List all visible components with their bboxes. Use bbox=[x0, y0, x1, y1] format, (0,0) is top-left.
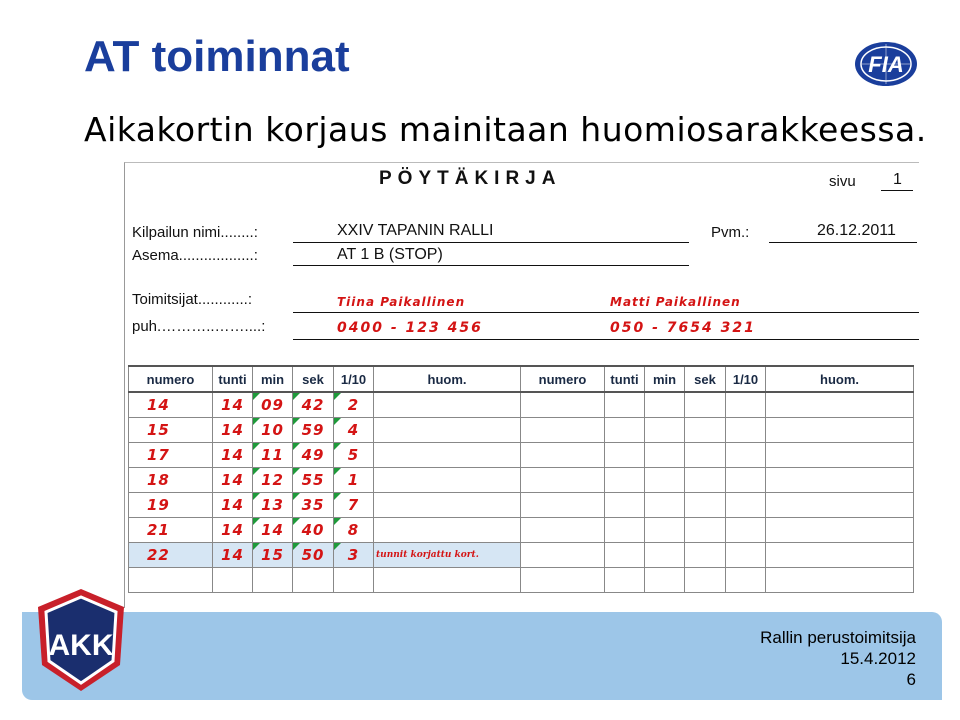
officials-label: Toimitsijat............: bbox=[132, 291, 253, 308]
table-row bbox=[129, 468, 914, 493]
empty-cell bbox=[645, 468, 685, 493]
empty-cell bbox=[645, 418, 685, 443]
empty-cell bbox=[726, 418, 766, 443]
page-number: 1 bbox=[893, 171, 902, 188]
footer-presenter: Rallin perustoimitsija bbox=[760, 628, 916, 647]
empty-cell bbox=[726, 518, 766, 543]
page-underline bbox=[881, 190, 913, 191]
cell-note bbox=[374, 468, 521, 493]
empty-cell bbox=[521, 418, 605, 443]
empty-cell bbox=[766, 392, 914, 418]
cell-numero: 18 bbox=[129, 468, 213, 493]
fia-logo-text: FIA bbox=[868, 52, 904, 77]
empty-cell bbox=[645, 443, 685, 468]
station-label: Asema..................: bbox=[132, 247, 258, 264]
akk-logo bbox=[28, 585, 134, 695]
cell-numero: 22 bbox=[129, 543, 213, 568]
phone-2: 050 - 7654 321 bbox=[610, 320, 756, 336]
cell-tenth: 2 bbox=[334, 392, 374, 418]
station-value: AT 1 B (STOP) bbox=[337, 246, 443, 263]
slide-subtitle: Aikakortin korjaus mainitaan huomiosarakkeessa. bbox=[84, 110, 927, 149]
cell-min: 10 bbox=[253, 418, 293, 443]
cell-min: 12 bbox=[253, 468, 293, 493]
phone-label: puh.………..……....: bbox=[132, 318, 266, 335]
cell-min: 13 bbox=[253, 493, 293, 518]
cell-tunti: 14 bbox=[213, 518, 253, 543]
empty-cell bbox=[605, 468, 645, 493]
footer-page-number: 6 bbox=[906, 670, 916, 689]
table-header-row bbox=[129, 366, 914, 392]
table-row bbox=[129, 443, 914, 468]
empty-cell bbox=[645, 568, 685, 593]
officials-underline bbox=[293, 312, 919, 313]
cell-sek: 35 bbox=[293, 493, 334, 518]
empty-cell bbox=[521, 518, 605, 543]
form-heading: PÖYTÄKIRJA bbox=[379, 168, 562, 189]
header-tenth-2: 1/10 bbox=[726, 366, 766, 392]
empty-cell bbox=[605, 418, 645, 443]
empty-cell bbox=[685, 518, 726, 543]
empty-cell bbox=[766, 568, 914, 593]
empty-cell bbox=[685, 418, 726, 443]
cell-sek: 50 bbox=[293, 543, 334, 568]
page-label: sivu bbox=[829, 173, 856, 190]
empty-cell bbox=[726, 543, 766, 568]
empty-cell bbox=[253, 568, 293, 593]
empty-cell bbox=[645, 493, 685, 518]
cell-tenth: 7 bbox=[334, 493, 374, 518]
table-row-corrected bbox=[129, 543, 914, 568]
cell-tunti: 14 bbox=[213, 392, 253, 418]
cell-tenth: 3 bbox=[334, 543, 374, 568]
cell-sek: 42 bbox=[293, 392, 334, 418]
header-tunti: tunti bbox=[213, 366, 253, 392]
empty-cell bbox=[726, 468, 766, 493]
cell-tenth: 5 bbox=[334, 443, 374, 468]
cell-tunti: 14 bbox=[213, 418, 253, 443]
cell-tunti: 14 bbox=[213, 443, 253, 468]
empty-cell bbox=[605, 493, 645, 518]
empty-cell bbox=[685, 568, 726, 593]
empty-cell bbox=[645, 518, 685, 543]
empty-cell bbox=[521, 468, 605, 493]
table-row bbox=[129, 392, 914, 418]
empty-cell bbox=[521, 493, 605, 518]
header-min: min bbox=[253, 366, 293, 392]
cell-sek: 49 bbox=[293, 443, 334, 468]
empty-cell bbox=[334, 568, 374, 593]
header-tunti-2: tunti bbox=[605, 366, 645, 392]
empty-cell bbox=[685, 543, 726, 568]
empty-cell bbox=[605, 443, 645, 468]
protocol-form bbox=[124, 162, 919, 608]
table-row bbox=[129, 493, 914, 518]
header-sek-2: sek bbox=[685, 366, 726, 392]
table-row-empty bbox=[129, 568, 914, 593]
cell-numero: 21 bbox=[129, 518, 213, 543]
cell-min: 15 bbox=[253, 543, 293, 568]
correction-note: tunnit korjattu kort. bbox=[374, 543, 521, 568]
cell-numero: 19 bbox=[129, 493, 213, 518]
competition-value: XXIV TAPANIN RALLI bbox=[337, 222, 494, 239]
empty-cell bbox=[766, 443, 914, 468]
empty-cell bbox=[605, 568, 645, 593]
empty-cell bbox=[645, 392, 685, 418]
official-2: Matti Paikallinen bbox=[610, 295, 741, 309]
footer-text bbox=[760, 627, 916, 690]
cell-tunti: 14 bbox=[213, 468, 253, 493]
empty-cell bbox=[605, 518, 645, 543]
empty-cell bbox=[293, 568, 334, 593]
empty-cell bbox=[726, 392, 766, 418]
empty-cell bbox=[374, 568, 521, 593]
empty-cell bbox=[726, 493, 766, 518]
empty-cell bbox=[685, 443, 726, 468]
date-underline bbox=[769, 242, 917, 243]
empty-cell bbox=[766, 543, 914, 568]
cell-tunti: 14 bbox=[213, 543, 253, 568]
header-huom-2: huom. bbox=[766, 366, 914, 392]
empty-cell bbox=[766, 493, 914, 518]
cell-tenth: 8 bbox=[334, 518, 374, 543]
cell-note bbox=[374, 518, 521, 543]
cell-note bbox=[374, 443, 521, 468]
cell-numero: 15 bbox=[129, 418, 213, 443]
empty-cell bbox=[766, 518, 914, 543]
cell-sek: 40 bbox=[293, 518, 334, 543]
cell-note bbox=[374, 493, 521, 518]
phone-1: 0400 - 123 456 bbox=[337, 320, 483, 336]
empty-cell bbox=[521, 443, 605, 468]
header-min-2: min bbox=[645, 366, 685, 392]
empty-cell bbox=[726, 568, 766, 593]
header-huom: huom. bbox=[374, 366, 521, 392]
empty-cell bbox=[685, 392, 726, 418]
cell-tunti: 14 bbox=[213, 493, 253, 518]
station-underline bbox=[293, 265, 689, 266]
date-label: Pvm.: bbox=[711, 224, 750, 241]
cell-note bbox=[374, 418, 521, 443]
empty-cell bbox=[521, 392, 605, 418]
cell-numero: 14 bbox=[129, 392, 213, 418]
empty-cell bbox=[766, 468, 914, 493]
empty-cell bbox=[521, 568, 605, 593]
empty-cell bbox=[766, 418, 914, 443]
cell-note bbox=[374, 392, 521, 418]
empty-cell bbox=[685, 468, 726, 493]
date-value: 26.12.2011 bbox=[817, 222, 896, 239]
official-1: Tiina Paikallinen bbox=[337, 295, 466, 309]
empty-cell bbox=[129, 568, 213, 593]
empty-cell bbox=[213, 568, 253, 593]
footer-date: 15.4.2012 bbox=[840, 649, 916, 668]
time-log-table bbox=[128, 365, 914, 593]
cell-numero: 17 bbox=[129, 443, 213, 468]
fia-logo bbox=[852, 40, 920, 88]
competition-label: Kilpailun nimi........: bbox=[132, 224, 258, 241]
empty-cell bbox=[645, 543, 685, 568]
header-tenth: 1/10 bbox=[334, 366, 374, 392]
header-numero-2: numero bbox=[521, 366, 605, 392]
empty-cell bbox=[726, 443, 766, 468]
cell-tenth: 1 bbox=[334, 468, 374, 493]
empty-cell bbox=[521, 543, 605, 568]
cell-min: 14 bbox=[253, 518, 293, 543]
cell-min: 09 bbox=[253, 392, 293, 418]
header-numero: numero bbox=[129, 366, 213, 392]
empty-cell bbox=[605, 543, 645, 568]
competition-underline bbox=[293, 242, 689, 243]
cell-min: 11 bbox=[253, 443, 293, 468]
cell-sek: 55 bbox=[293, 468, 334, 493]
akk-logo-text: AKK bbox=[48, 629, 114, 662]
empty-cell bbox=[685, 493, 726, 518]
cell-tenth: 4 bbox=[334, 418, 374, 443]
table-row bbox=[129, 518, 914, 543]
header-sek: sek bbox=[293, 366, 334, 392]
empty-cell bbox=[605, 392, 645, 418]
cell-sek: 59 bbox=[293, 418, 334, 443]
phone-underline bbox=[293, 339, 919, 340]
table-row bbox=[129, 418, 914, 443]
slide-title: AT toiminnat bbox=[84, 32, 350, 81]
